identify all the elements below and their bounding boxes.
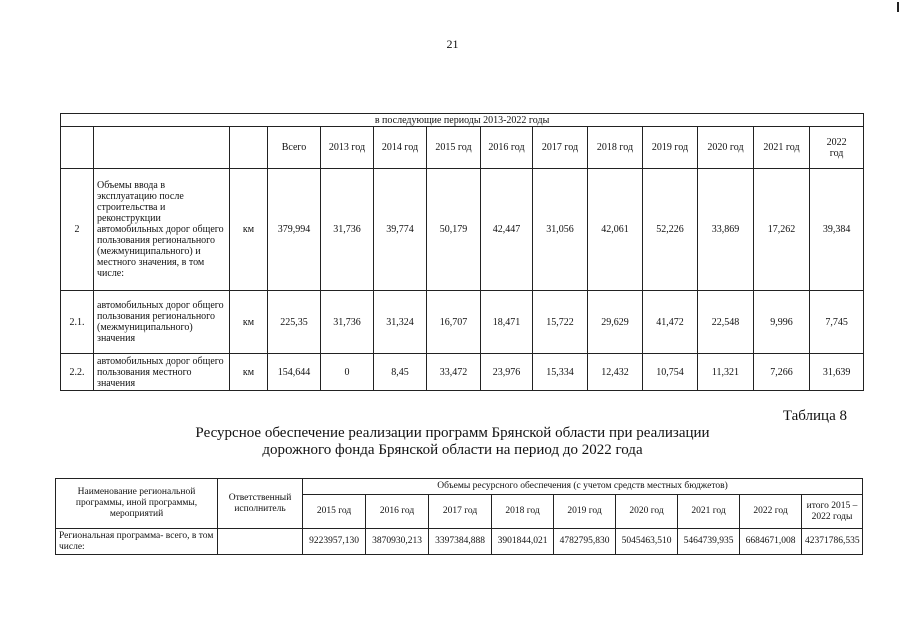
cell-value: 10,754 [643,354,698,391]
table1-header-year: 2013 год [321,127,374,169]
cell-value: 31,639 [810,354,864,391]
cell-value: 31,056 [533,169,588,291]
table1-header-total: Всего [268,127,321,169]
table-label: Таблица 8 [782,408,847,424]
cell-value: 33,869 [698,169,754,291]
cell-value: 7,745 [810,291,864,354]
page-number: 21 [446,37,459,51]
cell-total: 225,35 [268,291,321,354]
row-executor [218,529,303,555]
row-name: автомобильных дорог общего пользования регионального (межмуниципального) значения [94,291,230,354]
table1-header-year: 2017 год [533,127,588,169]
table1-header-year: 2021 год [754,127,810,169]
cell-value: 7,266 [754,354,810,391]
table1-header-empty [94,127,230,169]
row-name: Объемы ввода в эксплуатацию после строительства и реконструкции автомобильных дорог общего пользования регионального (межмуниципального) и местного значения, в том числе: [94,169,230,291]
cell-value: 39,384 [810,169,864,291]
cell-value: 42,061 [588,169,643,291]
cell-value: 18,471 [481,291,533,354]
cell-value: 4782795,830 [554,529,616,555]
cell-value: 42,447 [481,169,533,291]
row-unit: км [230,291,268,354]
row-number: 2.1. [61,291,94,354]
cell-total: 42371786,535 [802,529,863,555]
table1-header-empty [230,127,268,169]
table2-header-year: 2022 год [740,495,802,529]
table1-header-year: 2020 год [698,127,754,169]
cell-value: 5045463,510 [616,529,678,555]
cell-value: 31,736 [321,291,374,354]
table2-header-year: 2019 год [554,495,616,529]
cell-value: 31,324 [374,291,427,354]
cell-value: 6684671,008 [740,529,802,555]
table2-header-year: 2015 год [303,495,366,529]
row-unit: км [230,354,268,391]
edge-mark [897,2,899,12]
cell-value: 52,226 [643,169,698,291]
table1-header-empty [61,127,94,169]
table2-span-header: Объемы ресурсного обеспечения (с учетом средств местных бюджетов) [303,479,863,495]
cell-value: 8,45 [374,354,427,391]
cell-value: 29,629 [588,291,643,354]
table2-header-executor: Ответственный исполнитель [218,479,303,529]
table1-header-year: 2019 год [643,127,698,169]
cell-value: 15,334 [533,354,588,391]
cell-value: 3901844,021 [492,529,554,555]
cell-value: 0 [321,354,374,391]
table-row [61,291,864,354]
row-name: Региональная программа- всего, в том числе: [56,529,218,555]
table1-header-year: 2014 год [374,127,427,169]
table-title [0,425,905,459]
cell-value: 23,976 [481,354,533,391]
cell-value: 31,736 [321,169,374,291]
row-unit: км [230,169,268,291]
cell-value: 22,548 [698,291,754,354]
cell-value: 3870930,213 [366,529,429,555]
table-title-line: дорожного фонда Брянской области на период до 2022 года [262,442,643,458]
cell-value: 41,472 [643,291,698,354]
table1-header-year: 2022 год [810,127,864,169]
row-number: 2.2. [61,354,94,391]
cell-value: 39,774 [374,169,427,291]
table2-header-year: 2018 год [492,495,554,529]
cell-value: 9223957,130 [303,529,366,555]
cell-total: 154,644 [268,354,321,391]
table2-header-year: 2016 год [366,495,429,529]
cell-value: 16,707 [427,291,481,354]
table1-header-year: 2015 год [427,127,481,169]
table1-header-year: 2018 год [588,127,643,169]
cell-value: 9,996 [754,291,810,354]
row-number: 2 [61,169,94,291]
table-row [61,354,864,391]
table2-header-year: 2020 год [616,495,678,529]
cell-value: 12,432 [588,354,643,391]
table-row [61,169,864,291]
cell-value: 3397384,888 [429,529,492,555]
cell-value: 15,722 [533,291,588,354]
cell-total: 379,994 [268,169,321,291]
table2-header-program: Наименование региональной программы, иной программы, мероприятий [56,479,218,529]
table-resource-provision [55,478,863,555]
table-road-commissioning [60,113,864,391]
cell-value: 17,262 [754,169,810,291]
table2-header-total: итого 2015 – 2022 годы [802,495,863,529]
table1-span-title: в последующие периоды 2013-2022 годы [61,114,864,127]
cell-value: 50,179 [427,169,481,291]
row-name: автомобильных дорог общего пользования местного значения [94,354,230,391]
cell-value: 5464739,935 [678,529,740,555]
table2-header-year: 2017 год [429,495,492,529]
cell-value: 33,472 [427,354,481,391]
cell-value: 11,321 [698,354,754,391]
table-title-line: Ресурсное обеспечение реализации программ Брянской области при реализации [195,425,710,441]
table-row [56,529,863,555]
table1-header-year: 2016 год [481,127,533,169]
table2-header-year: 2021 год [678,495,740,529]
